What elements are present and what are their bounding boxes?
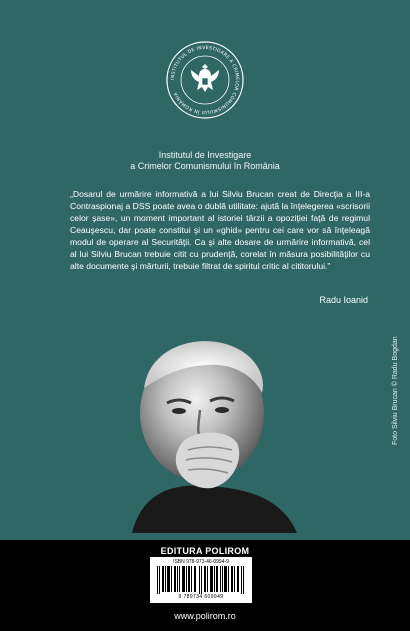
back-cover-quote: „Dosarul de urmărire informativă a lui Silviu Brucan creat de Direcţia a III-a Contraspionaj a DSS poate avea o dublă utilitate: ajută la înţelegerea «scrisorii celor şase», un moment important al istoriei târzii a opoziţiei faţă de regimul Ceauşescu, dar poate constitui şi un «ghid» pentru cei care vor să înţeleagă modul de operare al Securităţii. Ca şi alte dosare de urmărire informativă, cel al lui Silviu Brucan trebuie citit cu prudenţă, corelat în măsura posibilităţilor cu alte documente şi mărturii, trebuie filtrat de spiritul critic al cititorului.” bbox=[70, 189, 370, 271]
publisher-name: EDITURA POLIROM bbox=[160, 546, 250, 556]
barcode-digits: 9 789734 609949 bbox=[178, 594, 224, 600]
institute-seal-icon bbox=[165, 40, 245, 120]
institute-name-line1: Institutul de Investigare bbox=[158, 150, 252, 160]
barcode-area bbox=[150, 557, 252, 603]
quote-author: Radu Ioanid bbox=[319, 295, 368, 305]
institute-name-line2: a Crimelor Comunismului în România bbox=[130, 161, 280, 171]
seal-text: INSTITUTUL DE INVESTIGARE A CRIMELOR COMUNISMULUI ÎN ROMÂNIA bbox=[170, 45, 240, 115]
isbn-text: ISBN 978-973-46-0994-9 bbox=[173, 559, 229, 565]
publisher-url[interactable]: www.polirom.ro bbox=[174, 611, 236, 621]
photo-credit: Foto Silviu Brucan © Radu Bogdan bbox=[392, 336, 399, 445]
barcode-icon bbox=[156, 566, 246, 594]
author-portrait-photo bbox=[112, 318, 302, 533]
